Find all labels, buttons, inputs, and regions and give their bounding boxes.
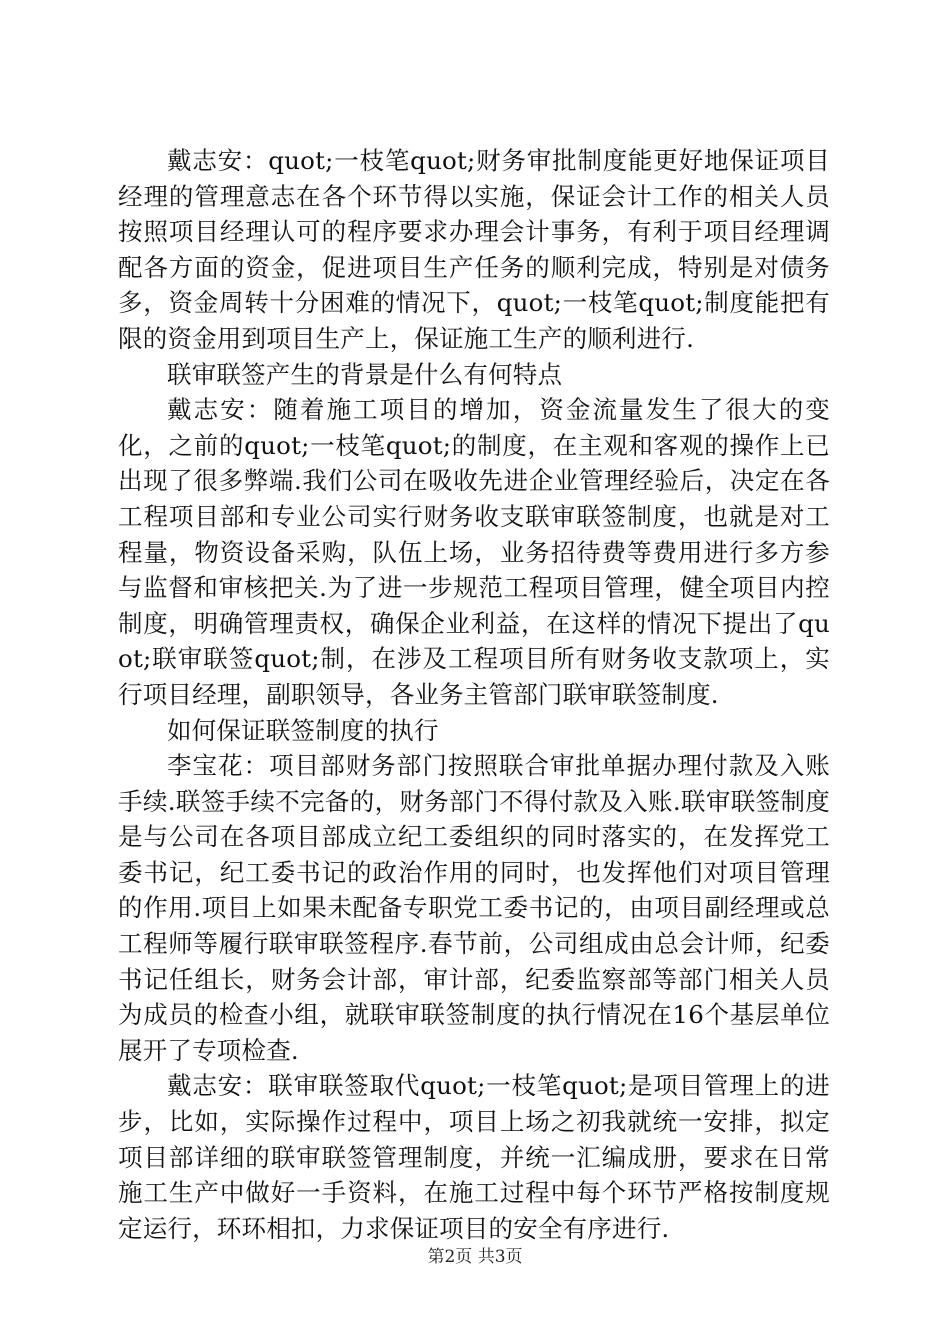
paragraph-question-background: 联审联签产生的背景是什么有何特点 <box>167 359 563 389</box>
paragraph-answer-dai-2: 戴志安：随着施工项目的增加，资金流量发生了很大的变化，之前的quot;一枝笔quot;的制度，在主观和客观的操作上已出现了很多弊端.我们公司在吸收先进企业管理经验后，决定在各工程项目部和专业公司实行财务收支联审联签制度，也就是对工程量，物资设备采购，队伍上场，业务招待费等费用进行多方参与监督和审核把关.为了进一步规范工程项目管理，健全项目内控制度，明确管理责权，确保企业利益，在这样的情况下提出了quot;联审联签quot;制，在涉及工程项目所有财务收支款项上，实行项目经理，副职领导，各业务主管部门联审联签制度. <box>118 395 830 709</box>
page-footer: 第2页 共3页 <box>427 1247 523 1267</box>
paragraph-answer-li: 李宝花：项目部财务部门按照联合审批单据办理付款及入账手续.联签手续不完备的，财务部门不得付款及入账.联审联签制度是与公司在各项目部成立纪工委组织的同时落实的，在发挥党工委书记，纪工委书记的政治作用的同时，也发挥他们对项目管理的作用.项目上如果未配备专职党工委书记的，由项目副经理或总工程师等履行联审联签程序.春节前，公司组成由总会计师，纪委书记任组长，财务会计部，审计部，纪委监察部等部门相关人员为成员的检查小组，就联审联签制度的执行情况在16个基层单位展开了专项检查. <box>118 751 830 1065</box>
paragraph-answer-dai-3: 戴志安：联审联签取代quot;一枝笔quot;是项目管理上的进步，比如，实际操作过程中，项目上场之初我就统一安排，拟定项目部详细的联审联签管理制度，并统一汇编成册，要求在日常施工生产中做好一手资料，在施工过程中每个环节严格按制度规定运行，环环相扣，力求保证项目的安全有序进行. <box>118 1071 830 1243</box>
paragraph-answer-dai-1: 戴志安：quot;一枝笔quot;财务审批制度能更好地保证项目经理的管理意志在各个环节得以实施，保证会计工作的相关人员按照项目经理认可的程序要求办理会计事务，有利于项目经理调配各方面的资金，促进项目生产任务的顺利完成，特别是对债务多，资金周转十分困难的情况下，quot;一枝笔quot;制度能把有限的资金用到项目生产上，保证施工生产的顺利进行. <box>118 146 830 353</box>
document-body <box>118 143 830 1246</box>
paragraph-question-execution: 如何保证联签制度的执行 <box>167 715 439 745</box>
